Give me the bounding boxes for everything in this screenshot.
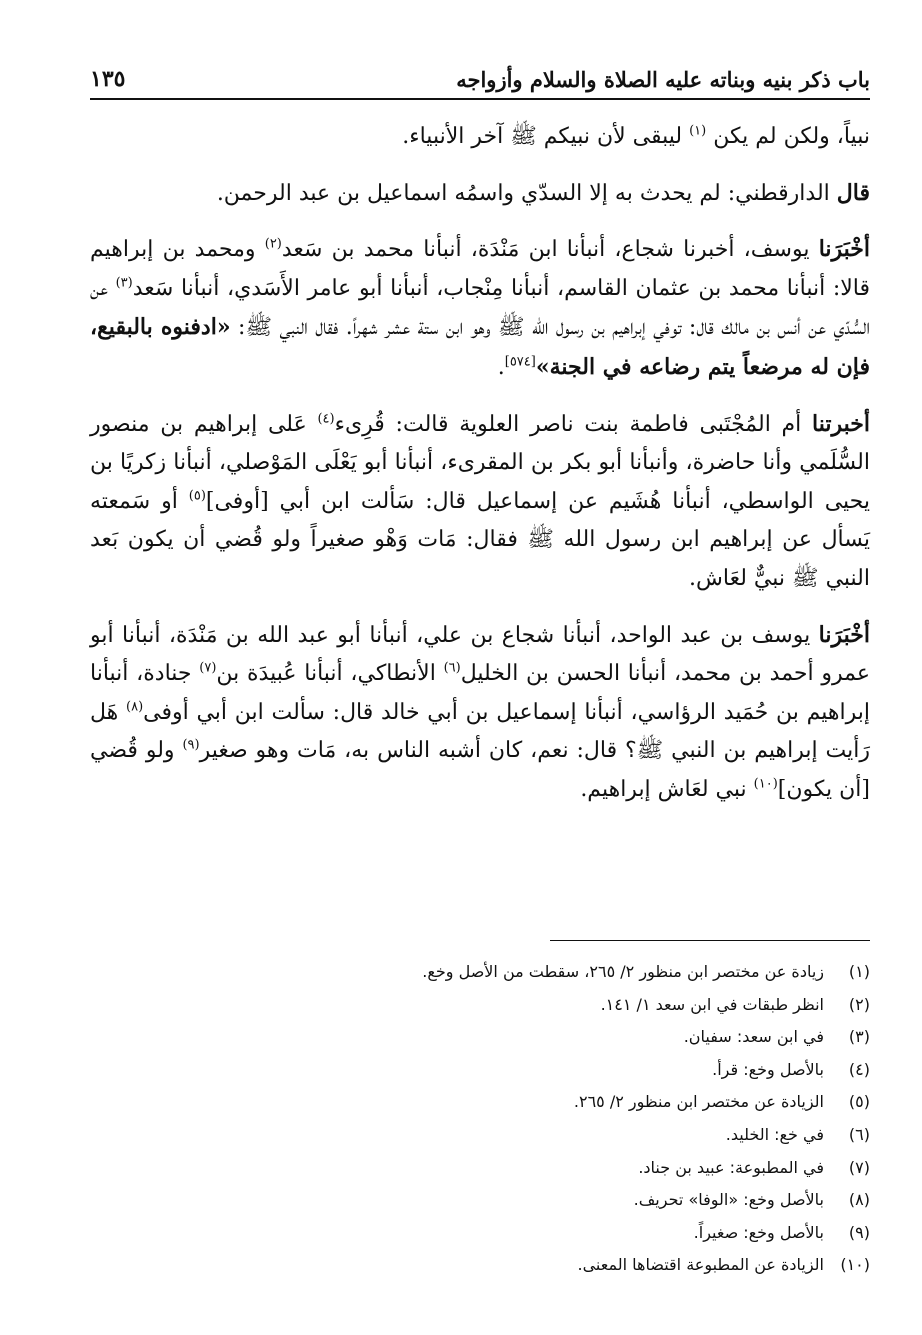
footnote <box>90 1054 870 1087</box>
footnote <box>90 1086 870 1119</box>
footnote-text: في المطبوعة: عبيد بن جناد. <box>638 1157 824 1177</box>
footnote-number: (١) <box>848 962 870 981</box>
footnote-text: الزيادة عن مختصر ابن منظور ٢/ ٢٦٥. <box>573 1092 824 1112</box>
text-run: . <box>497 354 505 380</box>
text-run: ليبقى لأن نبيكم ﷺ آخر الأنبياء. <box>402 124 690 149</box>
text-run: الدارقطني: لم يحدث به إلا السدّي واسمُه اسماعيل بن عبد الرحمن. <box>216 180 837 206</box>
footnote <box>90 1249 870 1282</box>
footnote-text: زيادة عن مختصر ابن منظور ٢/ ٢٦٥، سقطت من الأصل وخع. <box>422 962 824 981</box>
text-run: ومحمد بن إبراهيم قالا: أنبأنا محمد بن عثمان القاسم، أنبأنا مِنْجاب، أنبأنا أبو عامر الأَسَدي، أنبأنا سَعد <box>90 237 870 301</box>
footnote-text: انظر طبقات في ابن سعد ١/ ١٤١. <box>600 994 824 1014</box>
main-text <box>90 118 870 827</box>
footnote-text: في ابن سعد: سفيان. <box>683 1027 824 1047</box>
text-run: عَلى إبراهيم بن منصور السُّلَمي وأنا حاضرة، وأنبأنا أبو بكر بن المقرىء، أنبأنا أبو يَعْلَى المَوْصلي، أنبأنا زكريًا بن يحيى الواسطي، أنبأنا هُشَيم عن إسماعيل قال: سَألت ابن أبي [أوفى] <box>90 411 870 514</box>
paragraph-5 <box>90 616 870 810</box>
footnote <box>90 1217 870 1250</box>
footnote-ref: (٩) <box>182 737 200 753</box>
lead-word: أخْبَرَنا <box>818 236 871 263</box>
text-run: جنادة، أنبأنا إبراهيم بن حُمَيد الرؤاسي، أنبأنا إسماعيل بن أبي خالد قال: سألت ابن أبي أوفى <box>90 661 870 725</box>
footnote-number: (٧) <box>848 1157 870 1177</box>
footnote-number: (٣) <box>848 1027 870 1047</box>
footnote-ref: (٨) <box>126 699 144 715</box>
paragraph-2 <box>90 174 870 214</box>
footnote-number: (١٠) <box>840 1255 870 1275</box>
text-run: ولو قُضي [أن يكون] <box>90 738 870 802</box>
text-run: يوسف، أخبرنا شجاع، أنبأنا ابن مَنْدَة، أنبأنا محمد بن سَعد <box>281 237 819 263</box>
text-run: عن السُّدّي عن أنس بن مالك قال: توفي إبراهيم بن رسول الله ﷺ وهو ابن ستة عشر شهراً. فقال النبي ﷺ: <box>90 275 870 341</box>
footnote <box>90 1119 870 1152</box>
footnote-text: بالأصل وخع: صغيراً. <box>693 1222 824 1242</box>
hadith-number: [٥٧٤] <box>504 354 536 370</box>
footnote-ref: (٣) <box>115 275 133 291</box>
footnote <box>90 956 870 989</box>
footnote <box>90 1184 870 1217</box>
lead-word: قال <box>836 179 870 206</box>
running-title: باب ذكر بنيه وبناته عليه الصلاة والسلام وأزواجه <box>456 67 870 92</box>
text-run: الأنطاكي، أنبأنا عُبيدَة بن <box>216 661 444 687</box>
footnote-number: (٥) <box>848 1092 870 1112</box>
footnote-ref: (٧) <box>199 660 217 676</box>
footnote-ref: (١٠) <box>753 776 778 792</box>
footnote <box>90 1021 870 1054</box>
text-run: يوسف بن عبد الواحد، أنبأنا شجاع بن علي، أنبأنا أبو عبد الله بن مَنْدَة، أنبأنا أبو عمرو أحمد بن محمد، أنبأنا الحسن بن الخليل <box>90 622 870 687</box>
footnote-text: في خع: الخليد. <box>725 1124 824 1144</box>
footnote <box>90 989 870 1022</box>
page-header <box>90 50 870 100</box>
text-run: نبي لعَاش إبراهيم. <box>580 776 754 802</box>
footnote-number: (٦) <box>848 1124 870 1144</box>
text-run: نبياً، ولكن لم يكن <box>706 124 870 149</box>
footnote-number: (٢) <box>848 994 870 1014</box>
hadith-quote: «ادفنوه بالبقيع، فإن له مرضعاً يتم رضاعه في الجنة» <box>90 314 870 380</box>
paragraph-4 <box>90 405 870 599</box>
footnote-number: (٨) <box>848 1190 870 1210</box>
lead-word: أخْبَرَنا <box>818 621 870 648</box>
footnote <box>90 1152 870 1185</box>
footnote-ref: (٥) <box>188 488 206 504</box>
footnote-ref: (٦) <box>443 660 461 676</box>
lead-word: أخبرتنا <box>812 410 870 437</box>
paragraph-3 <box>90 230 870 387</box>
text-run: أو سَمعته يَسأل عن إبراهيم ابن رسول الله ﷺ فقال: مَات وَهْو صغيراً ولو قُضي أن يكون بَعد النبي ﷺ نبيٌّ لعَاش. <box>90 488 870 591</box>
text-run: أم المُجْتَبى فاطمة بنت ناصر العلوية قالت: قُرِىء <box>334 411 813 437</box>
footnotes <box>90 956 870 1282</box>
footnote-ref: (٤) <box>317 411 335 427</box>
footnote-divider <box>550 940 870 941</box>
footnote-ref: (١) <box>689 123 707 139</box>
footnote-ref: (٢) <box>264 236 282 252</box>
footnote-number: (٩) <box>848 1222 870 1242</box>
footnote-text: بالأصل وخع: «الوفا» تحريف. <box>633 1190 824 1210</box>
footnote-text: الزيادة عن المطبوعة اقتضاها المعنى. <box>577 1255 824 1275</box>
paragraph-1 <box>90 118 870 157</box>
page-number: ١٣٥ <box>90 66 126 92</box>
footnote-text: بالأصل وخع: قرأ. <box>712 1059 824 1079</box>
footnote-number: (٤) <box>848 1059 870 1079</box>
text-run: هَل رَأيت إبراهيم بن النبي ﷺ؟ قال: نعم، كان أشبه الناس به، مَات وهو صغير <box>90 699 870 764</box>
